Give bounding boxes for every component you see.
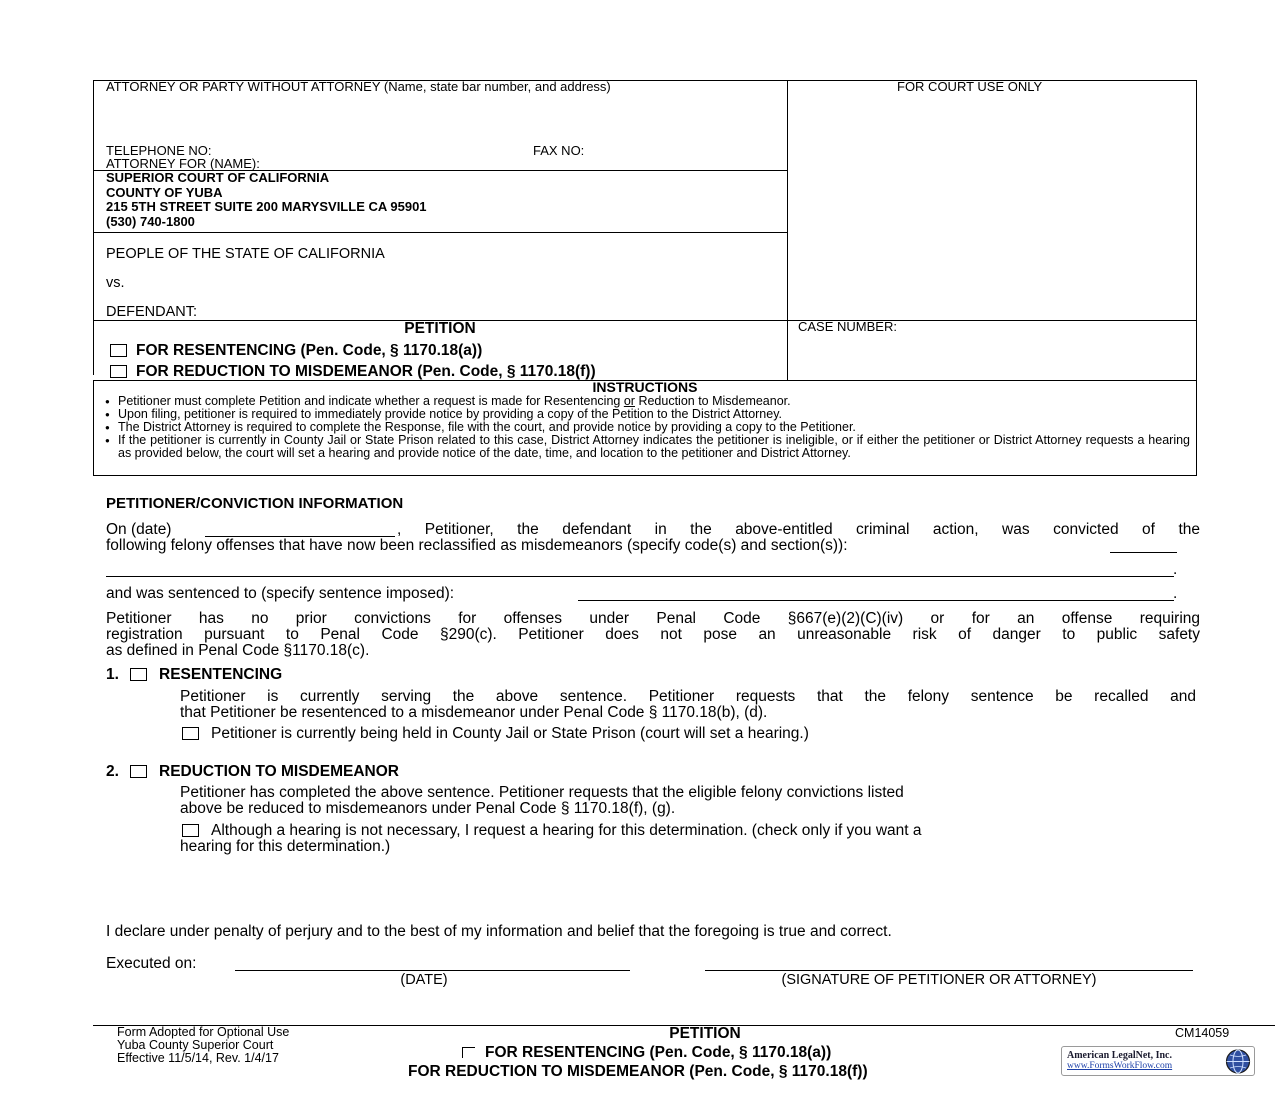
footer-option-2: FOR REDUCTION TO MISDEMEANOR (Pen. Code, § 1170.18(f)) bbox=[408, 1063, 868, 1080]
attorney-label: ATTORNEY OR PARTY WITHOUT ATTORNEY (Name, state bar number, and address) bbox=[106, 79, 611, 94]
fax-label: FAX NO: bbox=[533, 143, 585, 158]
people-label: PEOPLE OF THE STATE OF CALIFORNIA bbox=[106, 246, 385, 262]
conviction-line-1: On (date) bbox=[106, 521, 172, 538]
telephone-label: TELEPHONE NO: bbox=[106, 143, 212, 158]
offenses-field-line-2[interactable] bbox=[106, 576, 1174, 577]
court-name: SUPERIOR COURT OF CALIFORNIA bbox=[106, 170, 330, 185]
reduction-checkbox[interactable] bbox=[110, 365, 127, 378]
form-number: CM14059 bbox=[1175, 1026, 1230, 1040]
held-in-custody-label: Petitioner is currently being held in County Jail or State Prison (court will set a hearing.) bbox=[211, 725, 809, 742]
conviction-line-1-rest: , Petitioner, the defendant in the above-entitled criminal action, was convicted of the bbox=[397, 521, 1200, 538]
form-adopted-info: Form Adopted for Optional Use Yuba County Superior Court Effective 11/5/14, Rev. 1/4/17 bbox=[117, 1025, 290, 1065]
section-2-text: Petitioner has completed the above sentence. Petitioner requests that the eligible felony convictions listed above be reduced to misdemeanors under Penal Code § 1170.18(f), (g). bbox=[180, 784, 904, 817]
sentence-period: . bbox=[1173, 585, 1178, 602]
footer-checkbox-mark bbox=[462, 1047, 475, 1058]
instructions-list bbox=[105, 395, 1190, 460]
request-hearing-label: Although a hearing is not necessary, I request a hearing for this determination. (check only if you want a hearing for this determination.) bbox=[180, 822, 922, 855]
case-number-label: CASE NUMBER: bbox=[798, 319, 897, 334]
sentence-label: and was sentenced to (specify sentence imposed): bbox=[106, 585, 455, 602]
execution-date-field[interactable] bbox=[235, 970, 630, 971]
instruction-item: ● The District Attorney is required to complete the Response, file with the court, and provide notice by providing a copy to the Petitioner. bbox=[105, 421, 1190, 434]
form-column-divider bbox=[787, 80, 788, 381]
form-right-border bbox=[1196, 80, 1197, 475]
logo-company-name: American LegalNet, Inc. bbox=[1067, 1050, 1172, 1061]
signature-field[interactable] bbox=[705, 970, 1193, 971]
logo-url[interactable]: www.FormsWorkFlow.com bbox=[1067, 1061, 1173, 1071]
conviction-line-2: following felony offenses that have now been reclassified as misdemeanors (specify code(s) and section(s)): bbox=[106, 537, 848, 554]
court-street: 215 5TH STREET SUITE 200 MARYSVILLE CA 95901 bbox=[106, 199, 427, 214]
section-2-checkbox[interactable] bbox=[130, 765, 147, 778]
american-legalnet-logo[interactable] bbox=[1061, 1046, 1255, 1076]
resentencing-option-label: FOR RESENTENCING (Pen. Code, § 1170.18(a)) bbox=[136, 342, 483, 359]
instructions-bottom-border bbox=[93, 475, 1197, 476]
instructions-title: INSTRUCTIONS bbox=[592, 379, 698, 395]
section-1-checkbox[interactable] bbox=[130, 668, 147, 681]
prior-convictions-text: Petitioner has no prior convictions for offenses under Penal Code §667(e)(2)(C)(iv) or for an offense requiring registration pursuant to Penal Code §290(c). Petitioner does not pose an unreasonable risk of danger to public safety as defined in Penal Code §1170.18(c). bbox=[106, 610, 1200, 659]
footer-title: PETITION bbox=[669, 1025, 741, 1042]
offenses-field-line-1[interactable] bbox=[1110, 552, 1177, 553]
defendant-label: DEFENDANT: bbox=[106, 304, 198, 320]
resentencing-checkbox[interactable] bbox=[110, 344, 127, 357]
section-1-number: 1. bbox=[106, 666, 119, 683]
section-2-heading: REDUCTION TO MISDEMEANOR bbox=[159, 763, 399, 780]
globe-icon bbox=[1224, 1048, 1252, 1075]
declaration-text: I declare under penalty of perjury and to the best of my information and belief that the foregoing is true and correct. bbox=[106, 923, 892, 940]
attorney-for-label: ATTORNEY FOR (NAME): bbox=[106, 156, 260, 171]
vs-label: vs. bbox=[106, 275, 125, 291]
signature-caption: (SIGNATURE OF PETITIONER OR ATTORNEY) bbox=[781, 972, 1097, 988]
court-parties-divider bbox=[93, 232, 787, 233]
court-county: COUNTY OF YUBA bbox=[106, 184, 223, 200]
petition-title: PETITION bbox=[404, 320, 476, 337]
section-2-number: 2. bbox=[106, 763, 119, 780]
conviction-heading: PETITIONER/CONVICTION INFORMATION bbox=[106, 495, 404, 512]
section-1-heading: RESENTENCING bbox=[159, 666, 283, 683]
held-in-custody-checkbox[interactable] bbox=[182, 727, 199, 740]
executed-on-label: Executed on: bbox=[106, 955, 197, 972]
reduction-option-label: FOR REDUCTION TO MISDEMEANOR (Pen. Code, § 1170.18(f)) bbox=[136, 363, 596, 380]
section-1-text: Petitioner is currently serving the above sentence. Petitioner requests that the felony sentence be recalled and that Petitioner be resentenced to a misdemeanor under Penal Code § 1170.18(b), (d). bbox=[180, 688, 1196, 721]
footer-option-1: FOR RESENTENCING (Pen. Code, § 1170.18(a)) bbox=[485, 1044, 832, 1061]
instruction-item: ● If the petitioner is currently in County Jail or State Prison related to this case, District Attorney indicates the petitioner is ineligible, or if either the petitioner or District Attorney requests a hearing as provided below, the court will set a hearing and provide notice of the date, time, and location to the petitioner and District Attorney. bbox=[105, 434, 1190, 460]
court-use-label: FOR COURT USE ONLY bbox=[897, 79, 1043, 94]
offenses-period: . bbox=[1173, 561, 1178, 578]
court-address bbox=[106, 171, 427, 229]
instruction-item: ● Petitioner must complete Petition and indicate whether a request is made for Resentencing or Reduction to Misdemeanor. bbox=[105, 395, 1190, 408]
instructions-left-border bbox=[93, 380, 94, 475]
sentence-field[interactable] bbox=[578, 600, 1174, 601]
court-phone: (530) 740-1800 bbox=[106, 213, 195, 229]
date-caption: (DATE) bbox=[400, 972, 448, 988]
instruction-item: ● Upon filing, petitioner is required to immediately provide notice by providing a copy of the Petition to the District Attorney. bbox=[105, 408, 1190, 421]
